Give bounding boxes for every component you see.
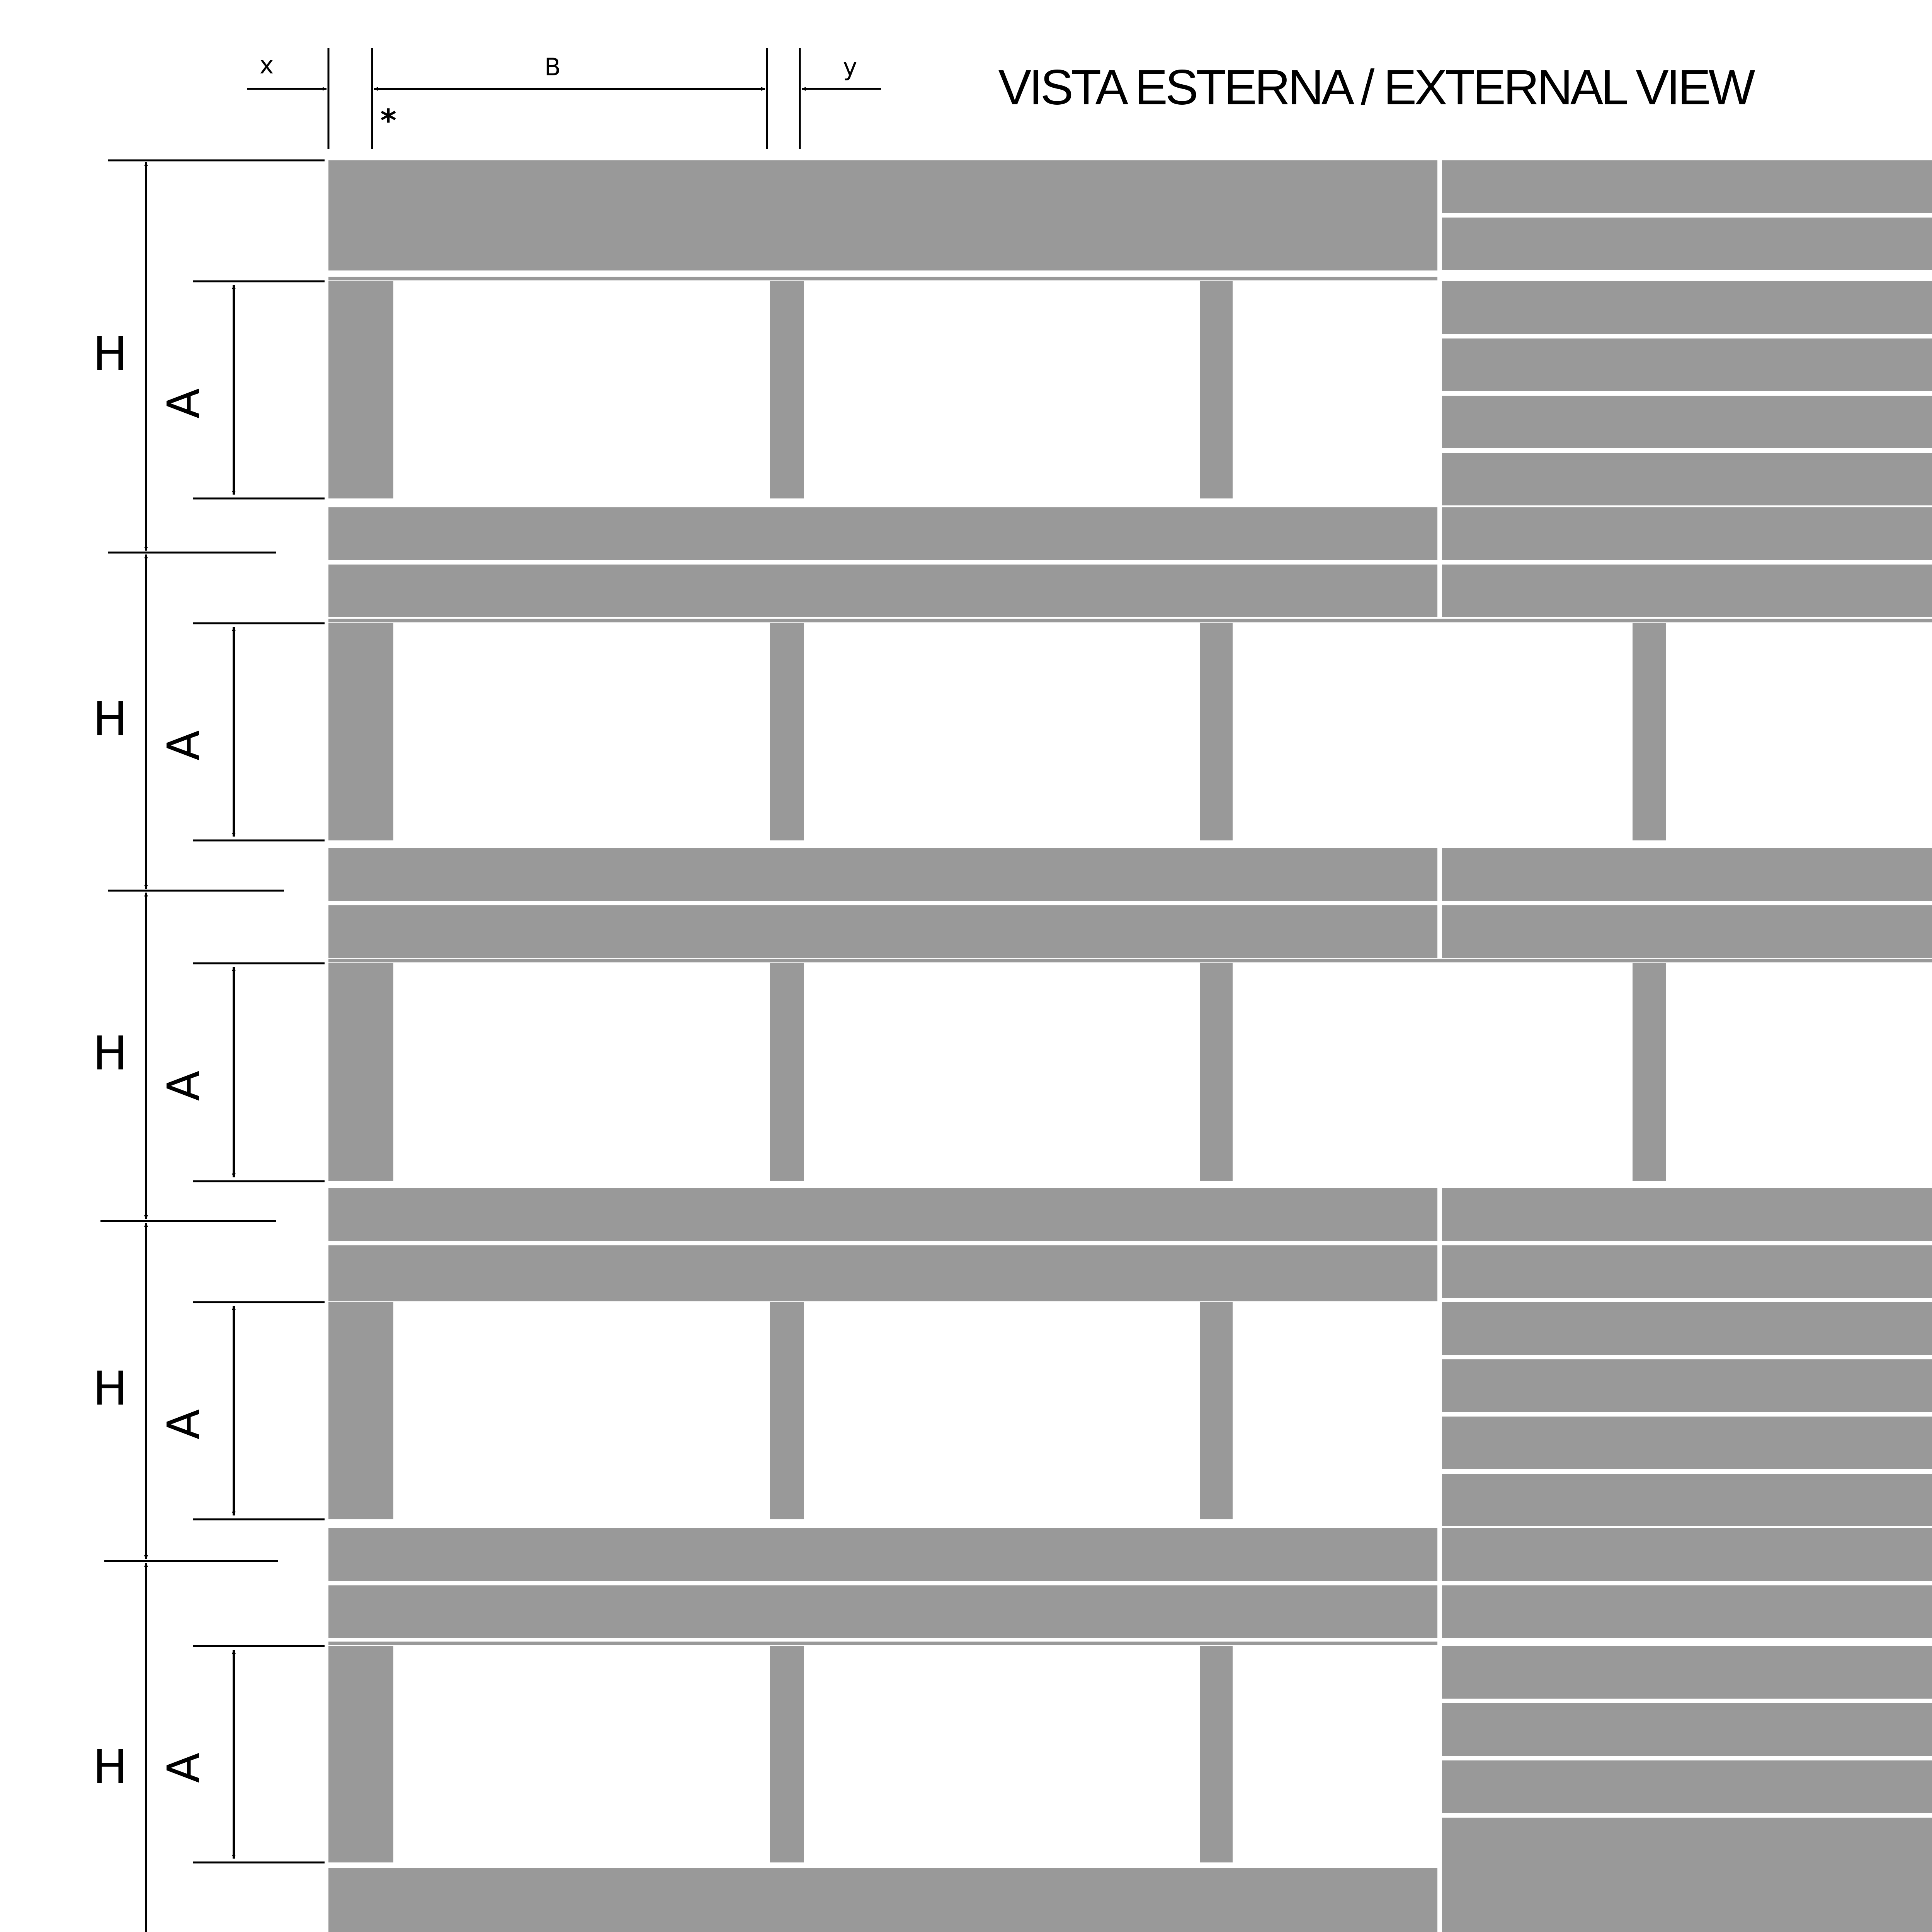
- window-mullion: [770, 1302, 804, 1519]
- window-mullion: [328, 281, 393, 498]
- strip: [1442, 1245, 1932, 1298]
- strip: [1442, 565, 1932, 617]
- strip: [1442, 1359, 1932, 1412]
- asterisk-mark: *: [380, 103, 396, 139]
- window-mullion: [770, 963, 804, 1181]
- a-dimension-label: A: [158, 1409, 210, 1440]
- window-mullion: [1633, 623, 1666, 840]
- panel-5: [328, 1528, 1932, 1932]
- window-mullion: [1200, 1302, 1233, 1519]
- strip: [1442, 1417, 1932, 1469]
- strip: [1442, 848, 1932, 901]
- strip: [1442, 1302, 1932, 1355]
- strip: [328, 1188, 1437, 1241]
- window-mullion: [770, 623, 804, 840]
- strip: [328, 848, 1437, 901]
- a-dimension-label: A: [158, 1070, 210, 1101]
- strip: [1442, 1474, 1932, 1526]
- dimension-lines: [93, 48, 881, 1932]
- h-dimension-label: H: [92, 327, 128, 381]
- a-dimension-label: A: [158, 1752, 210, 1783]
- strip: [1442, 1188, 1932, 1241]
- view-title: VISTA ESTERNA / EXTERNAL VIEW: [998, 60, 1753, 115]
- strip: [1442, 1703, 1932, 1756]
- panel-3: [328, 848, 1932, 1181]
- strip: [1442, 1646, 1932, 1699]
- rail-block: [1442, 1868, 1932, 1932]
- strip: [1442, 160, 1932, 213]
- h-dimension-label: H: [92, 1027, 128, 1081]
- strip: [1442, 218, 1932, 270]
- panel-4: [328, 1188, 1932, 1526]
- window-mullion: [770, 1646, 804, 1862]
- a-dimension-label: A: [158, 730, 210, 761]
- panel-stack: [328, 160, 1932, 1932]
- strip: [1442, 1818, 1932, 1870]
- window-mullion: [770, 281, 804, 498]
- a-dimension-label: A: [158, 388, 210, 419]
- window-mullion: [1200, 1646, 1233, 1862]
- h-dimension-label: H: [92, 692, 128, 747]
- strip: [1442, 338, 1932, 391]
- window-mullion: [1200, 623, 1233, 840]
- x-dimension-label: x: [259, 51, 274, 79]
- window-mullion: [328, 1302, 393, 1519]
- strip: [1442, 396, 1932, 448]
- strip: [1442, 281, 1932, 334]
- strip: [328, 1528, 1437, 1581]
- rail-block: [328, 1868, 1437, 1932]
- window-mullion: [328, 1646, 393, 1862]
- window-mullion: [328, 623, 393, 840]
- strip: [328, 1585, 1437, 1638]
- strip: [1442, 1585, 1932, 1638]
- h-dimension-label: H: [92, 1740, 128, 1794]
- strip: [328, 507, 1437, 560]
- b-dimension-label: B: [544, 53, 561, 81]
- window-mullion: [328, 963, 393, 1181]
- strip: [328, 565, 1437, 617]
- window-mullion: [1200, 963, 1233, 1181]
- strip: [1442, 905, 1932, 958]
- window-mullion: [1200, 281, 1233, 498]
- strip: [1442, 507, 1932, 560]
- rail-block: [328, 160, 1437, 270]
- strip: [1442, 453, 1932, 505]
- panel-2: [328, 507, 1932, 840]
- window-mullion: [1633, 963, 1666, 1181]
- h-dimension-label: H: [92, 1362, 128, 1416]
- panel-1: [328, 160, 1932, 505]
- strip: [1442, 1528, 1932, 1581]
- strip: [328, 905, 1437, 958]
- strip: [1442, 1760, 1932, 1813]
- strip: [328, 1245, 1437, 1298]
- y-dimension-label: y: [843, 53, 857, 81]
